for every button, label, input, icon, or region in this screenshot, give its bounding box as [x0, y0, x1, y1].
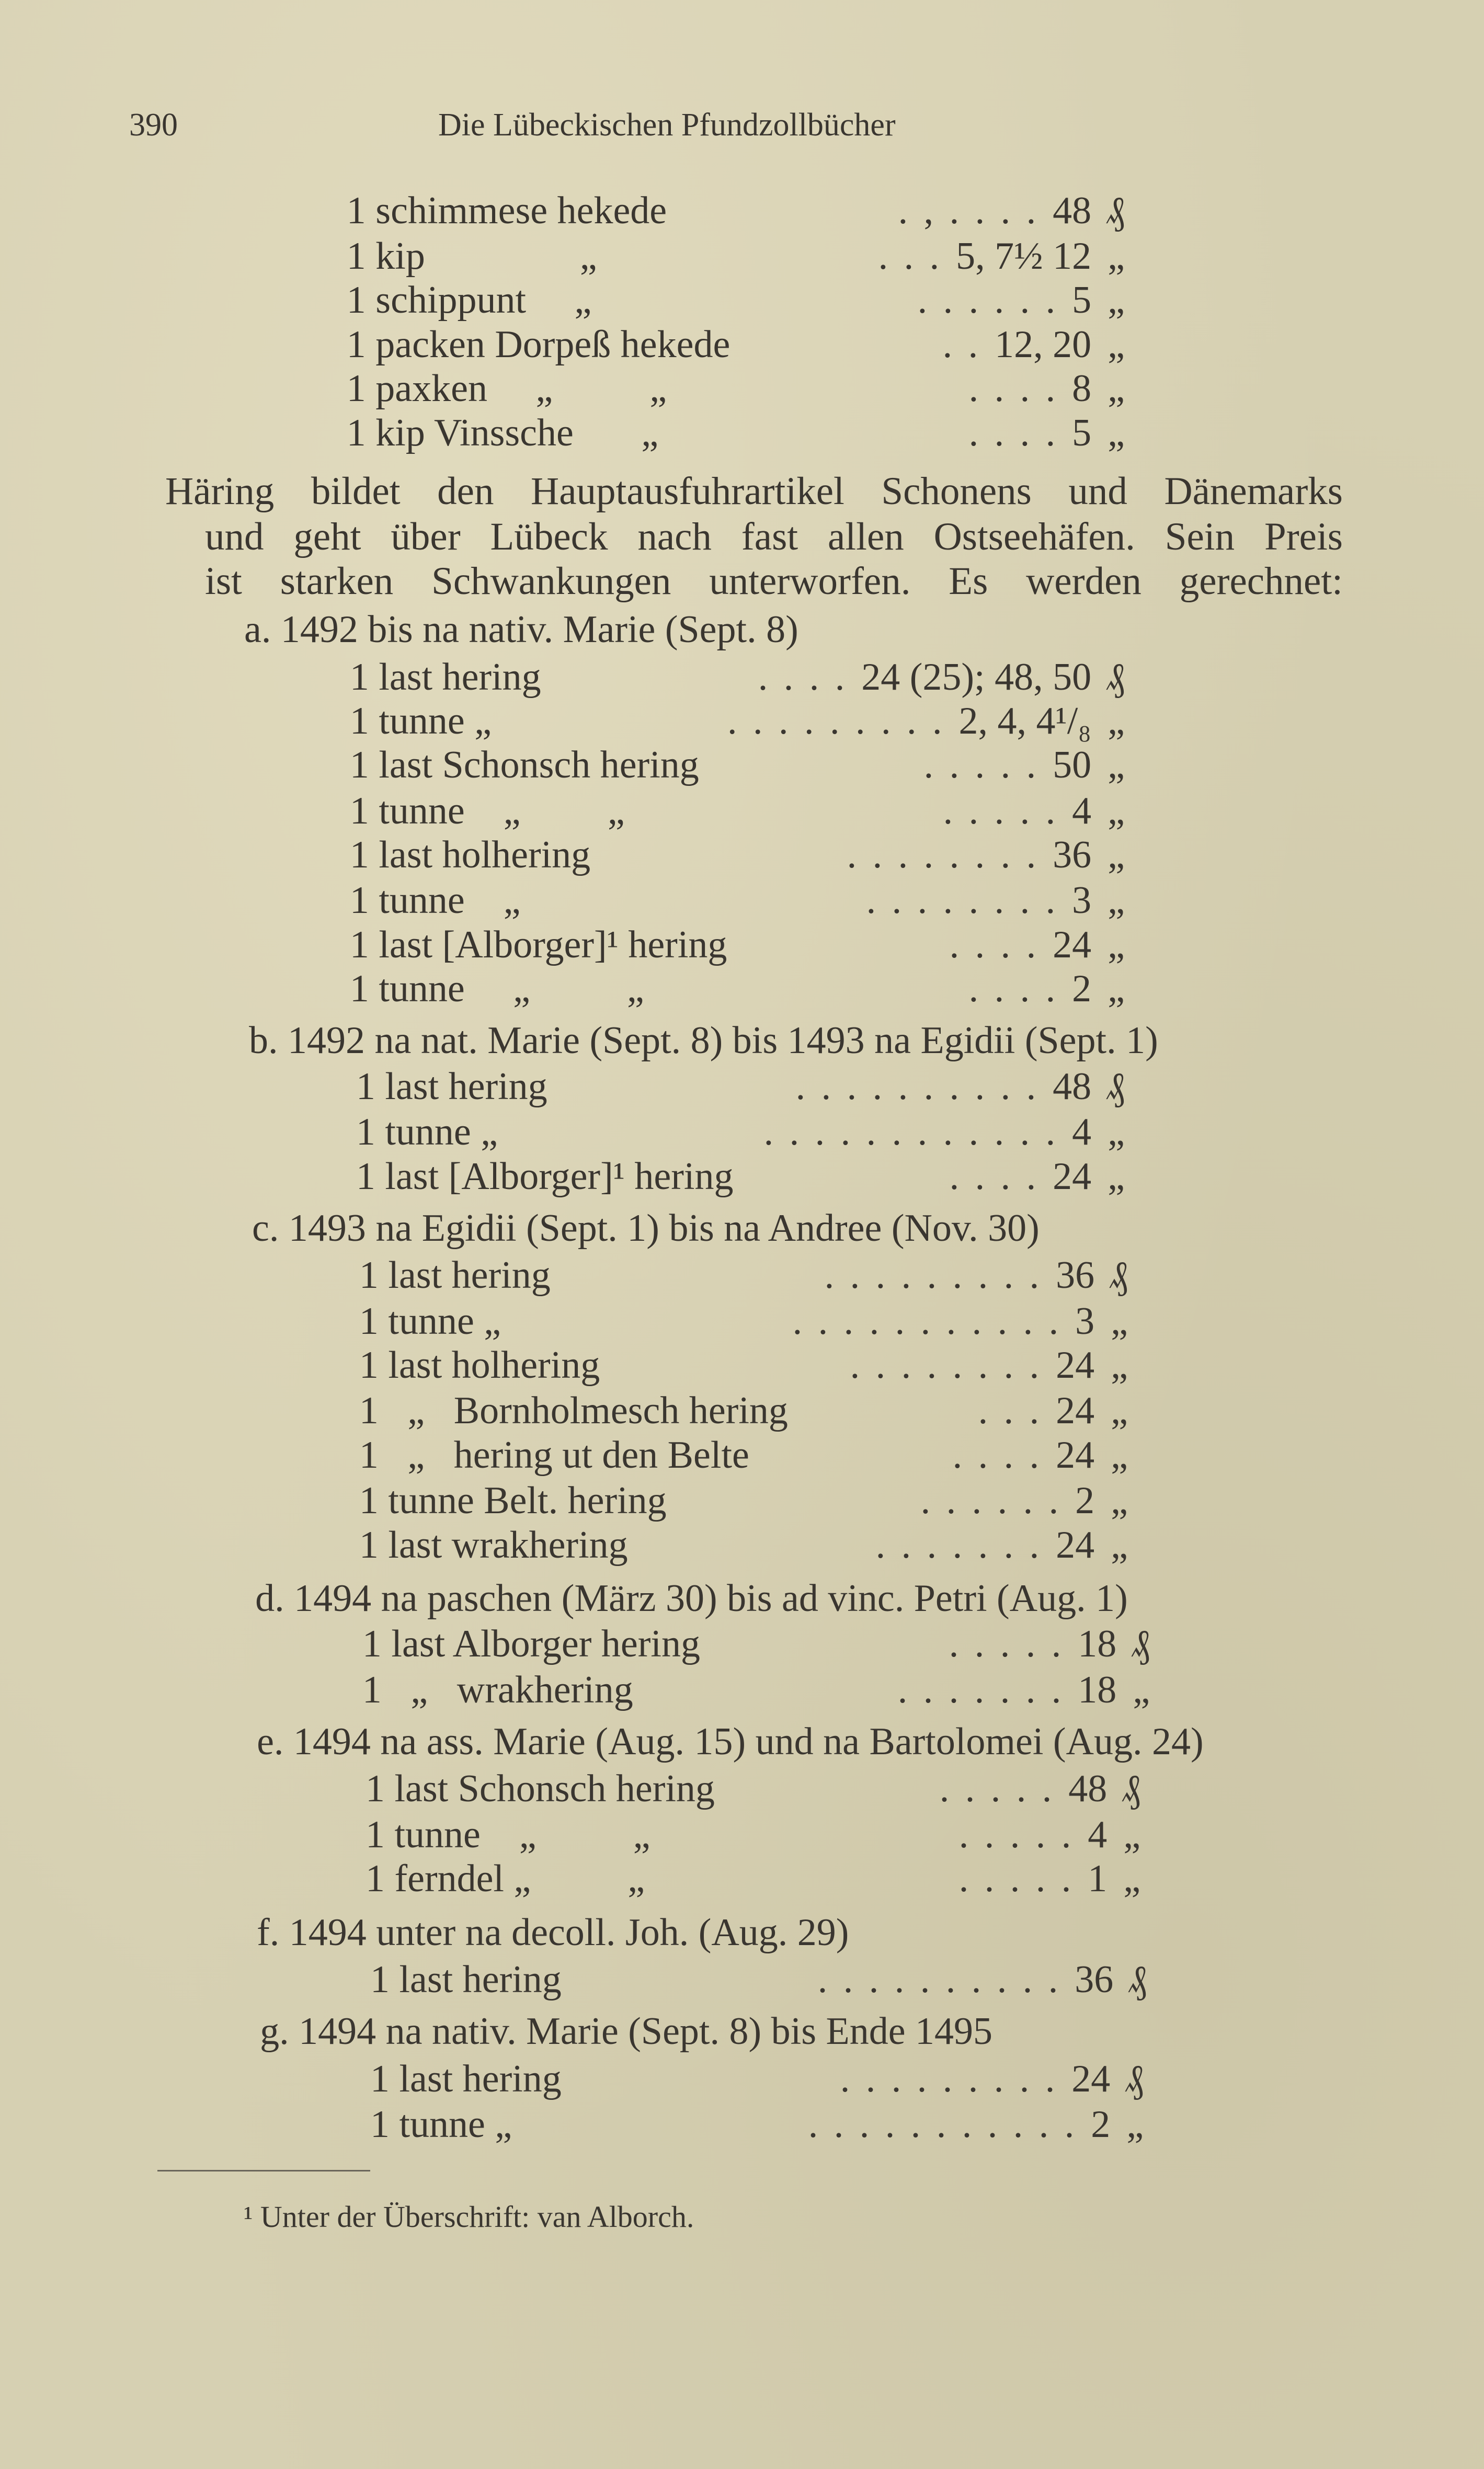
unit-mark: „: [1108, 411, 1125, 454]
unit-mark: „: [1123, 1857, 1141, 1901]
unit-mark: „: [1111, 1299, 1128, 1343]
unit-mark: „: [1108, 967, 1125, 1011]
price-value: 48: [1068, 1767, 1108, 1811]
price-row: [350, 966, 1125, 1011]
price-value: 24: [1053, 923, 1092, 966]
dot-leader: . . . . .: [958, 1857, 1075, 1901]
item-label: 1 paxken „ „: [346, 367, 667, 410]
page-number: 390: [129, 107, 178, 143]
item-label: 1 last Alborger hering: [362, 1622, 700, 1666]
section-heading: e. 1494 na ass. Marie (Aug. 15) und na Bartolomei (Aug. 24): [257, 1720, 1204, 1764]
item-label: 1 last wrakhering: [359, 1523, 628, 1567]
dot-leader: . . . . . . . . . .: [795, 1065, 1040, 1108]
item-label: 1 „ Bornholmesch hering: [359, 1389, 788, 1433]
item-label: 1 last hering: [359, 1254, 551, 1297]
price-row: [362, 1667, 1150, 1712]
price-value: 36: [1056, 1254, 1095, 1297]
price-value: 4: [1088, 1813, 1108, 1856]
price-value: 4: [1072, 789, 1092, 832]
unit-mark: „: [1108, 699, 1125, 742]
dot-leader: . . . . . . . .: [847, 833, 1040, 876]
unit-mark: „: [1108, 367, 1125, 410]
unit-mark: ₰: [1105, 189, 1125, 232]
price-row: [356, 1110, 1125, 1155]
item-label: 1 tunne „: [349, 879, 521, 922]
price-value: 24: [1056, 1389, 1095, 1433]
price-row: [347, 322, 1125, 367]
price-value: 8: [1072, 367, 1092, 410]
dot-leader: . . . . . . . . .: [824, 1254, 1043, 1297]
price-row: [350, 922, 1125, 967]
price-row: [366, 1766, 1140, 1811]
unit-mark: ₰: [1121, 1767, 1141, 1811]
unit-mark: ₰: [1131, 1622, 1150, 1666]
unit-mark: ₰: [1105, 655, 1125, 699]
unit-mark: „: [1108, 235, 1125, 278]
unit-mark: „: [1126, 2103, 1144, 2146]
price-value: 3: [1075, 1299, 1095, 1343]
unit-mark: „: [1111, 1433, 1128, 1477]
dot-leader: . . . . . . . . . . . .: [763, 1111, 1059, 1154]
dot-leader: . . . . .: [939, 1767, 1055, 1811]
price-row: [359, 1478, 1128, 1523]
unit-mark: „: [1108, 323, 1125, 366]
price-row: [350, 788, 1125, 833]
section-heading: g. 1494 na nativ. Marie (Sept. 8) bis Ende 1495: [260, 2010, 993, 2053]
price-value: 50: [1053, 744, 1092, 787]
item-label: 1 last holhering: [359, 1344, 600, 1387]
price-row: [359, 1523, 1128, 1568]
price-value: 24: [1056, 1344, 1095, 1387]
dot-leader: . . . . .: [949, 1622, 1065, 1666]
section-heading: f. 1494 unter na decoll. Joh. (Aug. 29): [257, 1911, 849, 1954]
paragraph-line: und geht über Lübeck nach fast allen Ostseehäfen. Sein Preis: [205, 515, 1343, 558]
price-value: 18: [1078, 1668, 1117, 1711]
paragraph-line: ist starken Schwankungen unterworfen. Es werden gerechnet:: [205, 559, 1343, 603]
unit-mark: „: [1133, 1668, 1150, 1711]
price-value: 4: [1072, 1111, 1092, 1154]
running-title: Die Lübeckischen Pfundzollbücher: [438, 107, 896, 143]
dot-leader: . . . . . . .: [875, 1523, 1043, 1567]
dot-leader: . . . . . . . . .: [840, 2057, 1058, 2100]
footnote-divider: [157, 2170, 370, 2171]
price-value: 2: [1091, 2103, 1111, 2146]
price-row: [359, 1343, 1128, 1388]
price-row: [370, 2056, 1144, 2101]
item-label: 1 kip Vinssche „: [346, 411, 659, 454]
item-label: 1 packen Dorpeß hekede: [346, 323, 730, 366]
dot-leader: . . . . .: [943, 789, 1059, 832]
item-label: 1 last holhering: [349, 833, 591, 876]
item-label: 1 last hering: [370, 1958, 562, 2002]
price-value: 2, 4, 4¹/₈: [958, 699, 1092, 742]
dot-leader: . . . .: [968, 967, 1059, 1011]
unit-mark: ₰: [1124, 2057, 1144, 2100]
item-label: 1 tunne „: [359, 1299, 501, 1343]
item-label: 1 tunne „ „: [349, 967, 644, 1011]
dot-leader: . . . . . . . . . .: [817, 1958, 1061, 2002]
dot-leader: . .: [942, 323, 981, 366]
item-label: 1 tunne „ „: [349, 789, 625, 832]
item-label: 1 last hering: [370, 2057, 562, 2100]
item-label: 1 last hering: [356, 1065, 547, 1108]
price-row: [350, 742, 1125, 787]
item-label: 1 „ wrakhering: [362, 1668, 633, 1711]
section-heading: d. 1494 na paschen (März 30) bis ad vinc. Petri (Aug. 1): [255, 1576, 1128, 1620]
item-label: 1 ferndel „ „: [365, 1857, 645, 1901]
dot-leader: . . . . . . . .: [850, 1344, 1043, 1387]
price-value: 48: [1053, 189, 1092, 232]
price-row: [366, 1812, 1140, 1857]
item-label: 1 schippunt „: [346, 279, 592, 322]
price-row: [359, 1253, 1128, 1298]
dot-leader: . . . .: [949, 1155, 1040, 1198]
price-value: 2: [1072, 967, 1092, 1011]
item-label: 1 last [Alborger]¹ hering: [349, 923, 727, 966]
unit-mark: „: [1108, 1155, 1125, 1198]
dot-leader: . . . .: [758, 655, 848, 699]
item-label: 1 last Schonsch hering: [365, 1767, 715, 1811]
price-value: 12, 20: [995, 323, 1092, 366]
dot-leader: . . . . .: [958, 1813, 1075, 1856]
item-label: 1 tunne „ „: [365, 1813, 650, 1856]
item-label: 1 last hering: [349, 655, 541, 699]
price-row: [359, 1388, 1128, 1433]
dot-leader: . . . . . . . .: [866, 879, 1059, 922]
unit-mark: ₰: [1109, 1254, 1128, 1297]
price-row: [359, 1433, 1128, 1478]
unit-mark: „: [1111, 1344, 1128, 1387]
paragraph-line: Häring bildet den Hauptausfuhrartikel Schonens und Dänemarks: [165, 470, 1343, 513]
item-label: 1 tunne Belt. hering: [359, 1479, 667, 1523]
price-value: 36: [1075, 1958, 1114, 2002]
price-row: [347, 366, 1125, 411]
price-value: 48: [1053, 1065, 1092, 1108]
unit-mark: „: [1108, 744, 1125, 787]
unit-mark: ₰: [1127, 1958, 1147, 2002]
unit-mark: „: [1108, 923, 1125, 966]
unit-mark: „: [1108, 833, 1125, 876]
price-row: [356, 1154, 1125, 1199]
price-row: [347, 188, 1125, 233]
dot-leader: . . .: [978, 1389, 1043, 1433]
dot-leader: . . . . . . . . .: [727, 699, 945, 742]
dot-leader: . . .: [878, 235, 943, 278]
dot-leader: . . . .: [952, 1433, 1043, 1477]
price-value: 18: [1078, 1622, 1117, 1666]
dot-leader: . . . . . . . . . . .: [808, 2103, 1078, 2146]
item-label: 1 kip „: [346, 235, 597, 278]
footnote: ¹ Unter der Überschrift: van Alborch.: [244, 2200, 694, 2234]
price-row: [362, 1621, 1150, 1666]
unit-mark: ₰: [1105, 1065, 1125, 1108]
unit-mark: „: [1111, 1389, 1128, 1433]
unit-mark: „: [1111, 1479, 1128, 1523]
price-value: 24 (25); 48, 50: [861, 655, 1092, 699]
dot-leader: . . . . . .: [917, 279, 1059, 322]
unit-mark: „: [1123, 1813, 1141, 1856]
price-value: 36: [1053, 833, 1092, 876]
dot-leader: . . . .: [968, 367, 1059, 410]
price-row: [356, 1064, 1125, 1109]
unit-mark: „: [1108, 1111, 1125, 1154]
item-label: 1 tunne „: [349, 699, 492, 742]
unit-mark: „: [1111, 1523, 1128, 1567]
price-row: [347, 234, 1125, 279]
dot-leader: . . . . .: [923, 744, 1040, 787]
item-label: 1 tunne „: [356, 1111, 498, 1154]
item-label: 1 last Schonsch hering: [349, 744, 699, 787]
price-row: [366, 1856, 1140, 1901]
price-value: 24: [1071, 2057, 1111, 2100]
section-heading: a. 1492 bis na nativ. Marie (Sept. 8): [244, 608, 798, 651]
section-heading: b. 1492 na nat. Marie (Sept. 8) bis 1493 na Egidii (Sept. 1): [249, 1019, 1158, 1062]
dot-leader: . . . .: [968, 411, 1059, 454]
price-row: [370, 2102, 1144, 2147]
item-label: 1 tunne „: [370, 2103, 512, 2146]
section-heading: c. 1493 na Egidii (Sept. 1) bis na Andree (Nov. 30): [252, 1206, 1040, 1250]
price-value: 5: [1072, 279, 1092, 322]
price-row: [370, 1957, 1147, 2002]
price-value: 5, 7½ 12: [956, 235, 1092, 278]
item-label: 1 schimmese hekede: [346, 189, 667, 232]
price-value: 24: [1056, 1433, 1095, 1477]
item-label: 1 „ hering ut den Belte: [359, 1433, 749, 1477]
price-value: 24: [1053, 1155, 1092, 1198]
item-label: 1 last [Alborger]¹ hering: [356, 1155, 734, 1198]
price-value: 2: [1075, 1479, 1095, 1523]
price-row: [350, 878, 1125, 923]
dot-leader: . . . .: [949, 923, 1040, 966]
dot-leader: . . . . . . . . . . .: [792, 1299, 1062, 1343]
price-value: 3: [1072, 879, 1092, 922]
dot-leader: . . . . . . .: [897, 1668, 1065, 1711]
price-row: [350, 832, 1125, 877]
price-value: 5: [1072, 411, 1092, 454]
price-row: [350, 655, 1125, 700]
price-value: 24: [1056, 1523, 1095, 1567]
unit-mark: „: [1108, 879, 1125, 922]
dot-leader: . , . . . .: [898, 189, 1040, 232]
dot-leader: . . . . . .: [920, 1479, 1062, 1523]
price-row: [350, 699, 1125, 744]
price-row: [359, 1299, 1128, 1344]
unit-mark: „: [1108, 279, 1125, 322]
price-row: [347, 410, 1125, 455]
price-value: 1: [1088, 1857, 1108, 1901]
price-row: [347, 278, 1125, 323]
unit-mark: „: [1108, 789, 1125, 832]
